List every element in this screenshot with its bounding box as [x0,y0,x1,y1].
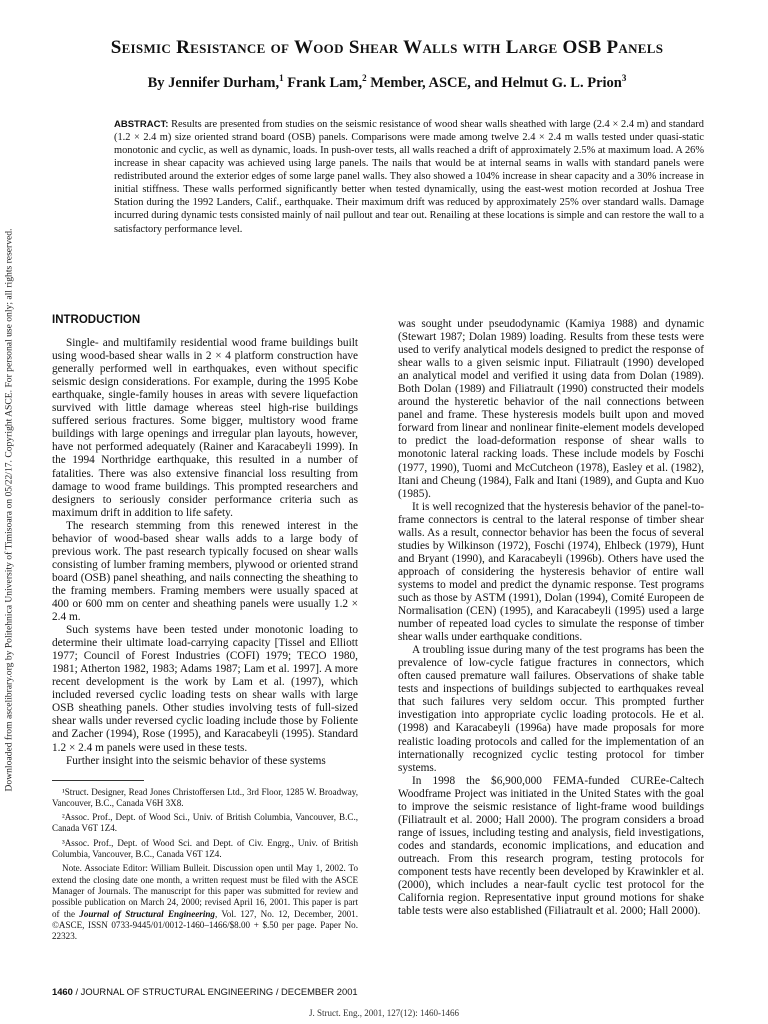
paragraph: The research stemming from this renewed interest in the behavior of wood-based shear walls adds to a large body of previous work. The past research typically focused on shear walls consisting of lumber framing members, plywood or oriented strand board (OSB) panel sheathing, and nails connecting the sheathing to the framing members. Framing members were usually spaced at 400 or 600 mm on center and sheathing panels were usually 1.2 × 2.4 m. [52,519,358,624]
download-watermark [2,200,16,820]
abstract-label: ABSTRACT: [114,118,169,130]
footnote: ³Assoc. Prof., Dept. of Wood Sci. and Dept. of Civ. Engrg., Univ. of British Columbia, Vancouver, B.C., Canada V6T 1Z4. [52,837,358,860]
footnote: ²Assoc. Prof., Dept. of Wood Sci., Univ. of British Columbia, Vancouver, B.C., Canada V6T 1Z4. [52,812,358,834]
journal-running-footer: / JOURNAL OF STRUCTURAL ENGINEERING / DECEMBER 2001 [72,986,358,997]
author-1-marker: 1 [279,73,284,83]
paragraph: It is well recognized that the hysteresis behavior of the panel-to-frame connectors is central to the lateral response of timber shear walls. As a result, connector behavior has been the focus of several studies by Wilkinson (1972), Foschi (1974), Ehlbeck (1979), Hunt and Bryant (1990), and Karacabeyli (1996b). Others have used the approach of considering the hysteresis behavior of entire wall systems to model and predict the dynamic response. Test programs such as those by ASTM (1991), Dolan (1994), Comité Europeen de Normalisation (CEN) (1995), and Karacabeyli (1995) used a large number of repeated load cycles to simulate the response of timber shear walls under earthquake conditions. [398,500,704,644]
footnote-divider [52,780,144,781]
page-number: 1460 [52,986,73,997]
footnote: ¹Struct. Designer, Read Jones Christoffersen Ltd., 3rd Floor, 1285 W. Broadway, Vancouver, B.C., Canada V6H 3X8. [52,786,358,808]
author-2: Frank Lam, [283,74,363,91]
page-footer [52,986,358,997]
section-heading-introduction: INTRODUCTION [52,314,141,326]
paragraph: A troubling issue during many of the test programs has been the prevalence of low-cycle fatigue fractures in connectors, which often caused premature wall failures. Observations of shake table tests and inspections of buildings subjected to earthquakes reveal that such failures very seldom occur. This prompted further investigation into appropriate cyclic loading protocols. He et al. (1998) and Karacabeyli (1996a) have made proposals for more realistic loading protocols and called for the implementation of an internationally recognized cyclic testing protocol for timber systems. [398,644,704,774]
citation-line: J. Struct. Eng., 2001, 127(12): 1460-1466 [309,1008,459,1018]
author-3: Member, ASCE, and Helmut G. L. Prion [366,74,622,91]
footnotes [52,787,358,943]
note-text-end: , Vol. 127, No. 12, December, 2001. ©ASCE, ISSN 0733-9445/01/0012-1460–1466/$8.00 + $.50 per page. Paper No. 22323. [52,908,359,942]
abstract [114,118,704,236]
abstract-text: Results are presented from studies on the seismic resistance of wood shear walls sheathed with large (2.4 × 2.4 m) and standard (1.2 × 2.4 m) size oriented strand board (OSB) panels. Comparisons were made among twelve 2.4 × 2.4 m walls tested under quasi-static monotonic and cyclic, as well as dynamic, loads. In push-over tests, all walls reached a drift of approximately 2.5% at maximum load. A 26% increase in shear capacity was achieved using large panels. The nails that would be at internal seams in walls with standard panels were redistributed around the exterior edges of some large panel walls. They also showed a 104% increase in shear capacity and a 30% increase in initial stiffness. These walls performed significantly better when tested dynamically, using the east-west motion recorded at Joshua Tree Station during the 1992 Landers, Calif., earthquake. Their maximum drift was reduced by approximately 25% over standard walls. Damage incurred during dynamic tests consisted mainly of nail pullout and tear out. Renailing at these locations is simple and can restore the wall to a satisfactory performance level. [114,118,705,235]
author-2-marker: 2 [362,73,367,83]
author-line [52,73,722,92]
download-notice-text: Downloaded from ascelibrary.org by Politehnica University of Timisoara on 05/22/17. Copyright ASCE. For personal use only; all rights reserved. [3,228,15,792]
author-1: By Jennifer Durham, [147,74,280,91]
paragraph: Single- and multifamily residential wood frame buildings built using wood-based shear walls in 2 × 4 platform construction have generally performed well in earthquakes, even without specific seismic design considerations. For example, during the 1995 Kobe earthquake, single-family houses in areas with severe liquefaction survived with little damage whereas steel high-rise buildings suffered serious fractures. Some bigger, multistory wood frame buildings with large openings and irregular plan layouts, however, have not performed adequately (Rainer and Karacabeyli 1999). In the 1994 Northridge earthquake, this resulted in a number of fatalities. There was also extensive financial loss resulting from damage to wood frame buildings. This prompted researchers and designers to seriously consider performance criteria such as maximum drift in addition to life safety. [52,337,358,519]
right-column [398,318,704,918]
left-column [52,314,358,945]
paragraph: In 1998 the $6,900,000 FEMA-funded CUREe-Caltech Woodframe Project was initiated in the United States with the goal to improve the seismic resistance of light-frame wood buildings (Filiatrault et al. 2000; Hall 2000). The program considers a broad range of issues, including testing and analysis, field investigations, codes and standards, economic implications, and education and outreach. From this research program, testing protocols for component tests have recently been developed by Krawinkler et al. (2000), which includes a near-fault cyclic test protocol for the California region. Representative input ground motions for shake table tests were also established (Filiatrault et al. 2000; Hall 2000). [398,774,704,918]
paragraph: was sought under pseudodynamic (Kamiya 1988) and dynamic (Stewart 1987; Dolan 1989) loading. Results from these tests were used to verify analytical models designed to predict the response of shear walls to a given seismic input. Filiatrault (1990) developed an analytical model and verified it using data from Dolan (1989). Both Dolan (1989) and Filiatrault (1990) constructed their models around the hysteretic behavior of the nail connections between panel and frame. These hysteresis models built upon and moved forward from linear and nonlinear finite-element models developed to predict the load-deformation response of shear walls to monotonic lateral racking loads. These include models by Foschi (1977, 1990), Tuomi and McCutcheon (1978), Easley et al. (1982), Itani and Cheung (1984), Falk and Itani (1989), and Gupta and Kuo (1985). [398,318,704,500]
editorial-note [52,863,358,942]
paragraph: Further insight into the seismic behavior of these systems [66,754,326,767]
paragraph: Such systems have been tested under monotonic loading to determine their ultimate load-carrying capacity [Tissel and Elliott 1977; Council of Forest Industries (COFI) 1979; TECO 1980, 1981; Atherton 1982, 1983; Adams 1987; Lam et al. 1997]. A more recent development is the work by Lam et al. (1997), which included reversed cyclic loading tests on shear walls with large OSB sheathing panels. Other studies involving tests of full-sized shear walls under reversed cyclic loading include those by Foliente and Zacher (1994), Rose (1995), and Karacabeyli (1995). Standard 1.2 × 2.4 m panels were used in these tests. [52,624,358,754]
note-text: Note. Associate Editor: William Bulleit. Discussion open until May 1, 2002. To extend the closing date one month, a written request must be filed with the ASCE Manager of Journals. The manuscript for this paper was submitted for review and possible publication on March 24, 2000; revised April 16, 2001. This paper is part of the [52,863,358,919]
author-3-marker: 3 [621,73,627,83]
paper-title: Seismic Resistance of Wood Shear Walls with Large OSB Panels [110,37,664,58]
paper-page [52,36,722,942]
note-journal-name: Journal of Structural Engineering [79,908,215,919]
